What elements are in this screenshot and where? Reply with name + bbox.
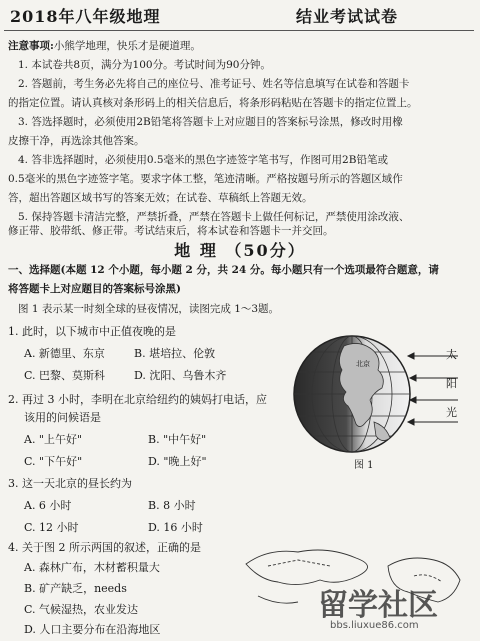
question-3-option-a: A. 6 小时	[24, 499, 72, 512]
notice-line: 注意事项:小熊学地理，快乐才是硬道理。	[8, 40, 201, 52]
question-3-option-d: D. 16 小时	[148, 521, 203, 534]
question-3-option-c: C. 12 小时	[24, 521, 79, 534]
question-1-option-c: C. 巴黎、莫斯科	[24, 369, 106, 382]
notice-line: 4. 答非选择题时，必须使用0.5毫米的黑色字迹签字笔书写，作图可用2B铅笔或	[18, 154, 388, 166]
figure-1-caption: 图 1	[354, 460, 374, 471]
exam-title-left: 2018年八年级地理	[10, 7, 161, 26]
question-2-option-a: A. "上午好"	[24, 433, 83, 446]
question-1-option-b: B. 堪培拉、伦敦	[134, 347, 216, 360]
sun-label-1: 太	[446, 348, 457, 361]
question-2-stem: 2. 再过 3 小时，李明在北京给纽约的姨妈打电话，应	[8, 393, 267, 406]
exam-title-right: 结业考试试卷	[296, 7, 399, 26]
notice-line: 答，超出答题区域书写的答案无效；在试卷、草稿纸上答题无效。	[8, 192, 313, 204]
question-4-option-a: A. 森林广布，木材蓄积量大	[24, 561, 160, 574]
question-2-option-d: D. "晚上好"	[148, 455, 207, 468]
notice-line: 的指定位置。请认真核对条形码上的相关信息后，将条形码粘贴在答题卡的指定位置上。	[8, 97, 418, 109]
figure-intro: 图 1 表示某一时刻全球的昼夜情况，读图完成 1～3题。	[18, 303, 280, 315]
question-2-option-b: B. "中午好"	[148, 433, 207, 446]
question-2-option-c: C. "下午好"	[24, 455, 83, 468]
notice-line: 2. 答题前，考生务必先将自己的座位号、准考证号、姓名等信息填写在试卷和答题卡	[18, 78, 410, 90]
section-instruction: 一、选择题(本题 12 个小题，每小题 2 分，共 24 分。每小题只有一个选项最符合题意，请	[8, 264, 439, 276]
question-1-option-a: A. 新德里、东京	[24, 347, 105, 360]
question-4-option-d: D. 人口主要分布在沿海地区	[24, 623, 161, 636]
notice-line: 0.5毫米的黑色字迹签字笔。要求字体工整，笔迹清晰。严格按题号所示的答题区域作	[8, 173, 403, 185]
map-label-beijing: 北京	[356, 360, 370, 368]
notice-line: 3. 答选择题时，必须使用2B铅笔将答题卡上对应题目的答案标号涂黑，修改时用橡	[18, 116, 403, 128]
question-1-option-d: D. 沈阳、乌鲁木齐	[134, 369, 227, 382]
notice-line: 皮擦干净，再选涂其他答案。	[8, 135, 145, 147]
question-1-stem: 1. 此时，以下城市中正值夜晚的是	[8, 325, 176, 338]
section-title: 地 理 （50分）	[174, 241, 306, 260]
question-4-option-b: B. 矿产缺乏，needs	[24, 582, 127, 595]
notice-label: 注意事项:	[8, 40, 54, 52]
notice-line: 修正带、胶带纸、修正带。考试结束后，将本试卷和答题卡一并交回。	[8, 225, 334, 237]
question-3-stem: 3. 这一天北京的昼长约为	[8, 477, 132, 490]
question-2-stem-cont: 该用的问候语是	[24, 411, 101, 424]
figure-1-globe	[290, 326, 460, 466]
question-4-stem: 4. 关于图 2 所示两国的叙述，正确的是	[8, 541, 201, 554]
header-divider	[4, 30, 474, 31]
watermark-logo: 留学社区	[318, 588, 438, 623]
question-3-option-b: B. 8 小时	[148, 499, 196, 512]
sun-label-2: 阳	[446, 377, 457, 390]
sun-label-3: 光	[446, 406, 457, 419]
section-instruction-cont: 将答题卡上对应题目的答案标号涂黑)	[8, 283, 181, 295]
notice-line: 5. 保持答题卡清洁完整，严禁折叠，严禁在答题卡上做任何标记，严禁使用涂改液、	[18, 211, 410, 223]
notice-line: 1. 本试卷共8页，满分为100分。考试时间为90分钟。	[18, 59, 271, 71]
watermark-url: bbs.liuxue86.com	[330, 620, 419, 631]
question-4-option-c: C. 气候湿热，农业发达	[24, 603, 139, 616]
